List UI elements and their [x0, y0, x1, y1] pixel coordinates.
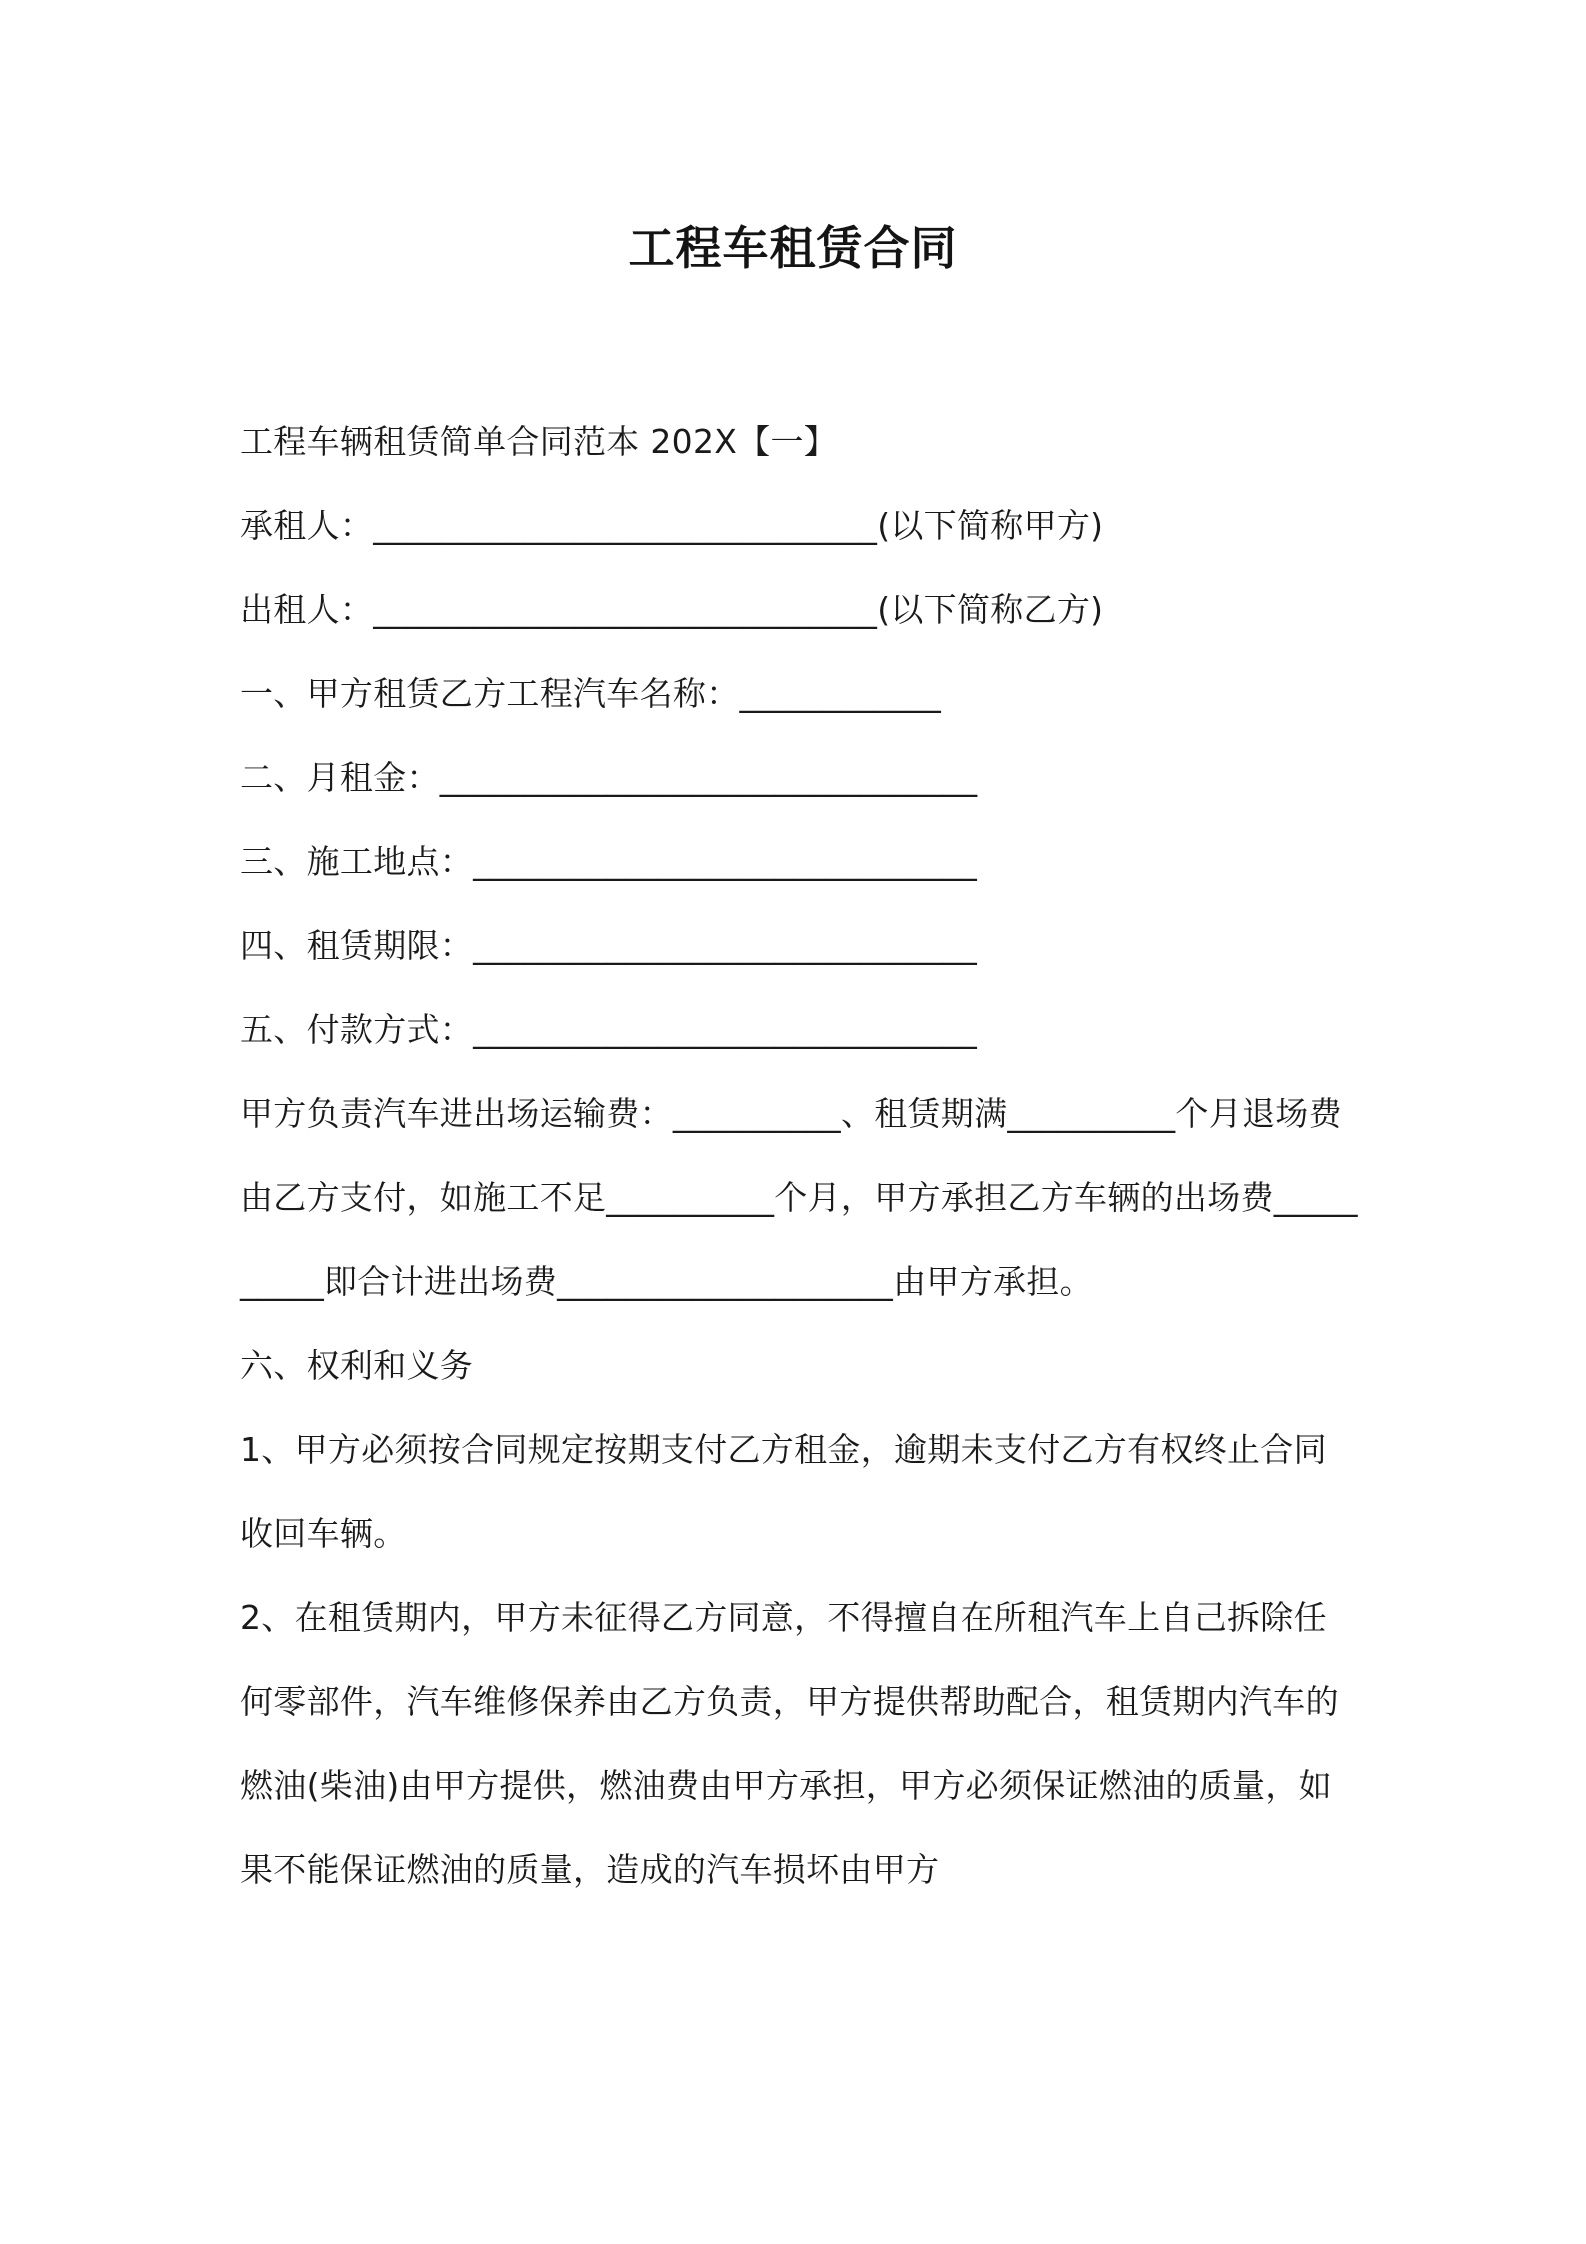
subtitle-line: 工程车辆租赁简单合同范本 202X【一】: [240, 422, 838, 461]
lessee-line: 承租人：______________________________(以下简称甲方): [240, 506, 1104, 545]
transport-fee-paragraph: 甲方负责汽车进出场运输费：__________、租赁期满__________个月退场费由乙方支付，如施工不足__________个月，甲方承担乙方车辆的出场费__________即合计进出场费____________________由甲方承担。: [240, 1094, 1358, 1301]
clause-4-term: 四、租赁期限：______________________________: [240, 926, 978, 965]
clause-5-payment: 五、付款方式：______________________________: [240, 1010, 978, 1049]
rights-item-2: 2、在租赁期内，甲方未征得乙方同意，不得擅自在所租汽车上自己拆除任何零部件，汽车维修保养由乙方负责，甲方提供帮助配合，租赁期内汽车的燃油(柴油)由甲方提供，燃油费由甲方承担，甲方必须保证燃油的质量，如果不能保证燃油的质量，造成的汽车损坏由甲方: [240, 1598, 1339, 1889]
lessor-line: 出租人：______________________________(以下简称乙方): [240, 590, 1104, 629]
section-6-heading: 六、权利和义务: [240, 1346, 474, 1385]
clause-2-monthly-rent: 二、月租金：________________________________: [240, 758, 978, 797]
rights-item-1: 1、甲方必须按合同规定按期支付乙方租金，逾期未支付乙方有权终止合同收回车辆。: [240, 1430, 1327, 1553]
clause-1-vehicle-name: 一、甲方租赁乙方工程汽车名称：____________: [240, 674, 942, 713]
document-title: 工程车租赁合同: [628, 221, 958, 275]
clause-3-site: 三、施工地点：______________________________: [240, 842, 978, 881]
document-body: [240, 400, 1360, 1912]
